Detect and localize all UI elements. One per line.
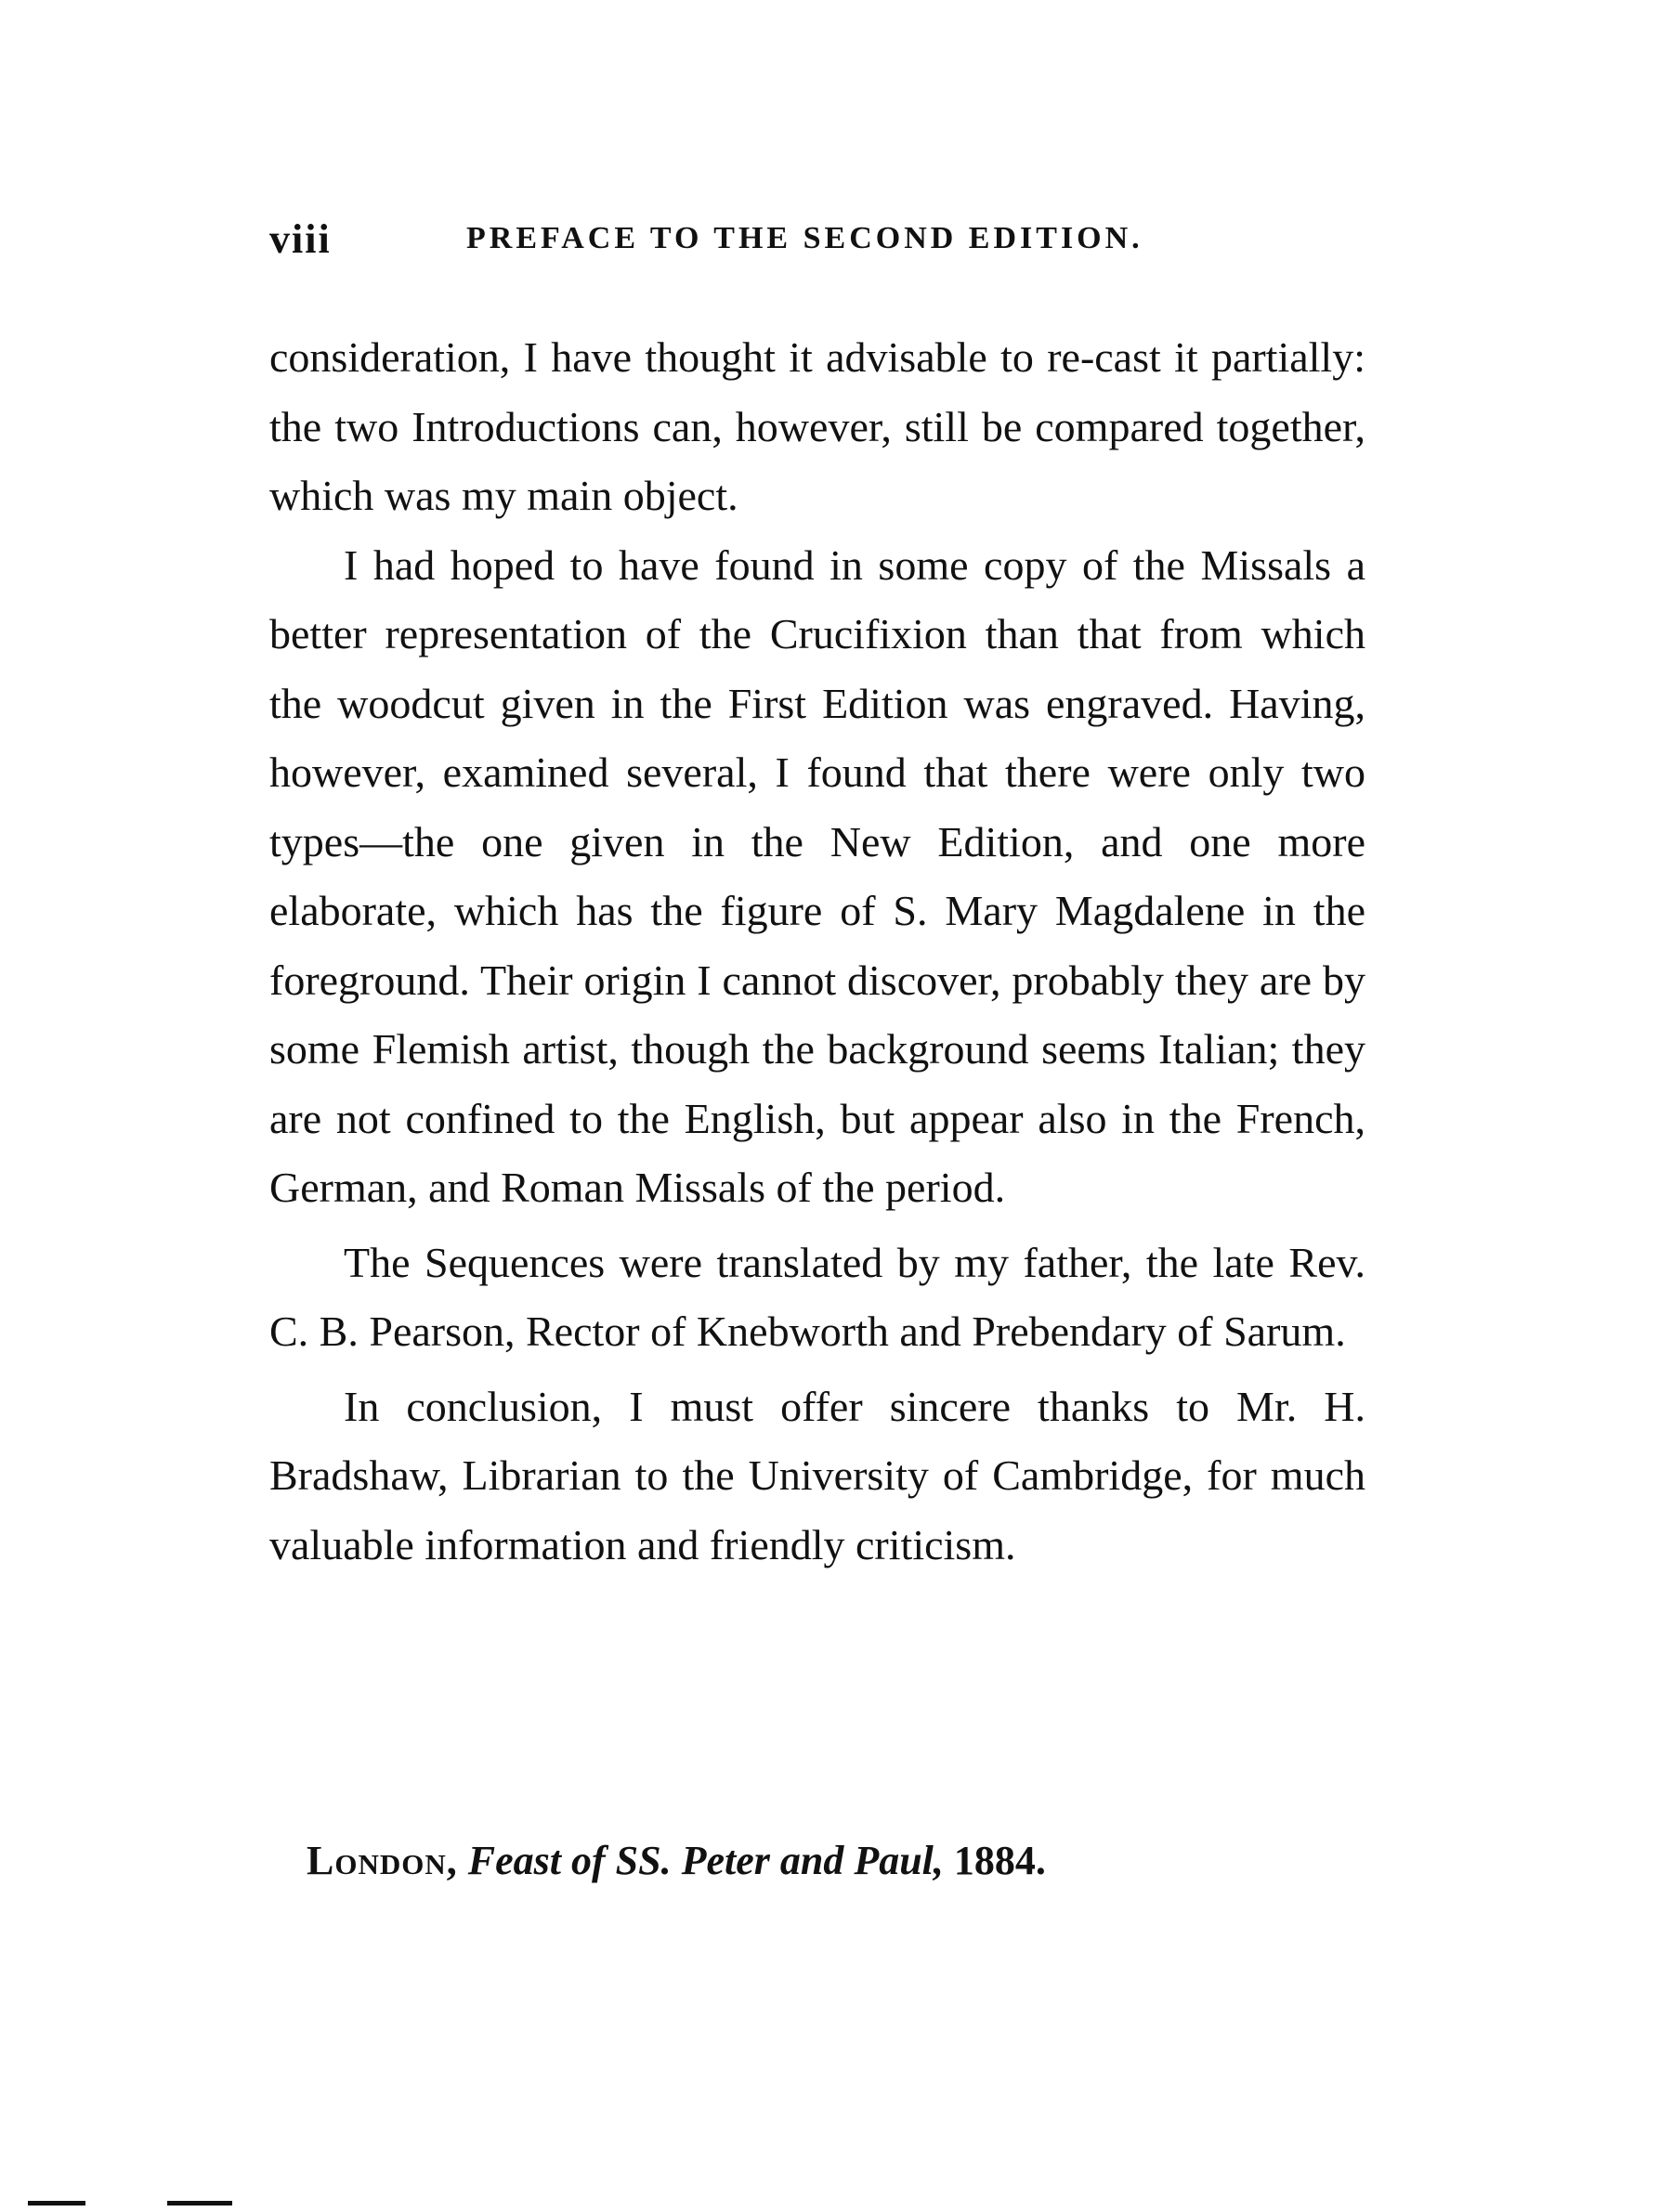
signoff-place: London, (307, 1838, 458, 1883)
signoff-feast: Feast of SS. Peter and Paul, (467, 1838, 944, 1883)
page-header (269, 215, 1384, 271)
signoff-year: 1884. (953, 1838, 1046, 1883)
running-title: PREFACE TO THE SECOND EDITION. (466, 221, 1143, 255)
body-text (269, 323, 1365, 1580)
scan-edge-mark (28, 2201, 85, 2205)
scan-edge-mark (167, 2201, 232, 2205)
paragraph-sequences: The Sequences were translated by my father, the late Rev. C. B. Pearson, Rector of Knebworth and Prebendary of Sarum. (269, 1238, 1365, 1355)
paragraph-continuation: consideration, I have thought it advisable to re-cast it partially: the two Introductions can, however, still be compared together, which was my main object. (269, 333, 1365, 519)
paragraph-crucifixion: I had hoped to have found in some copy of the Missals a better representation of the Crucifixion than that from which the woodcut given in the First Edition was engraved. Having, however, examined several, I found that there were only two types—the one given in the New Edition, and one more elaborate, which has the figure of S. Mary Magdalene in the foreground. Their origin I cannot discover, probably they are by some Flemish artist, though the background seems Italian; they are not confined to the English, but appear also in the French, German, and Roman Missals of the period. (269, 540, 1365, 1211)
paragraph-conclusion: In conclusion, I must offer sincere thanks to Mr. H. Bradshaw, Librarian to the University of Cambridge, for much valuable information and friendly criticism. (269, 1382, 1365, 1568)
signoff-line (307, 1837, 1046, 1884)
page-number: viii (269, 216, 332, 262)
